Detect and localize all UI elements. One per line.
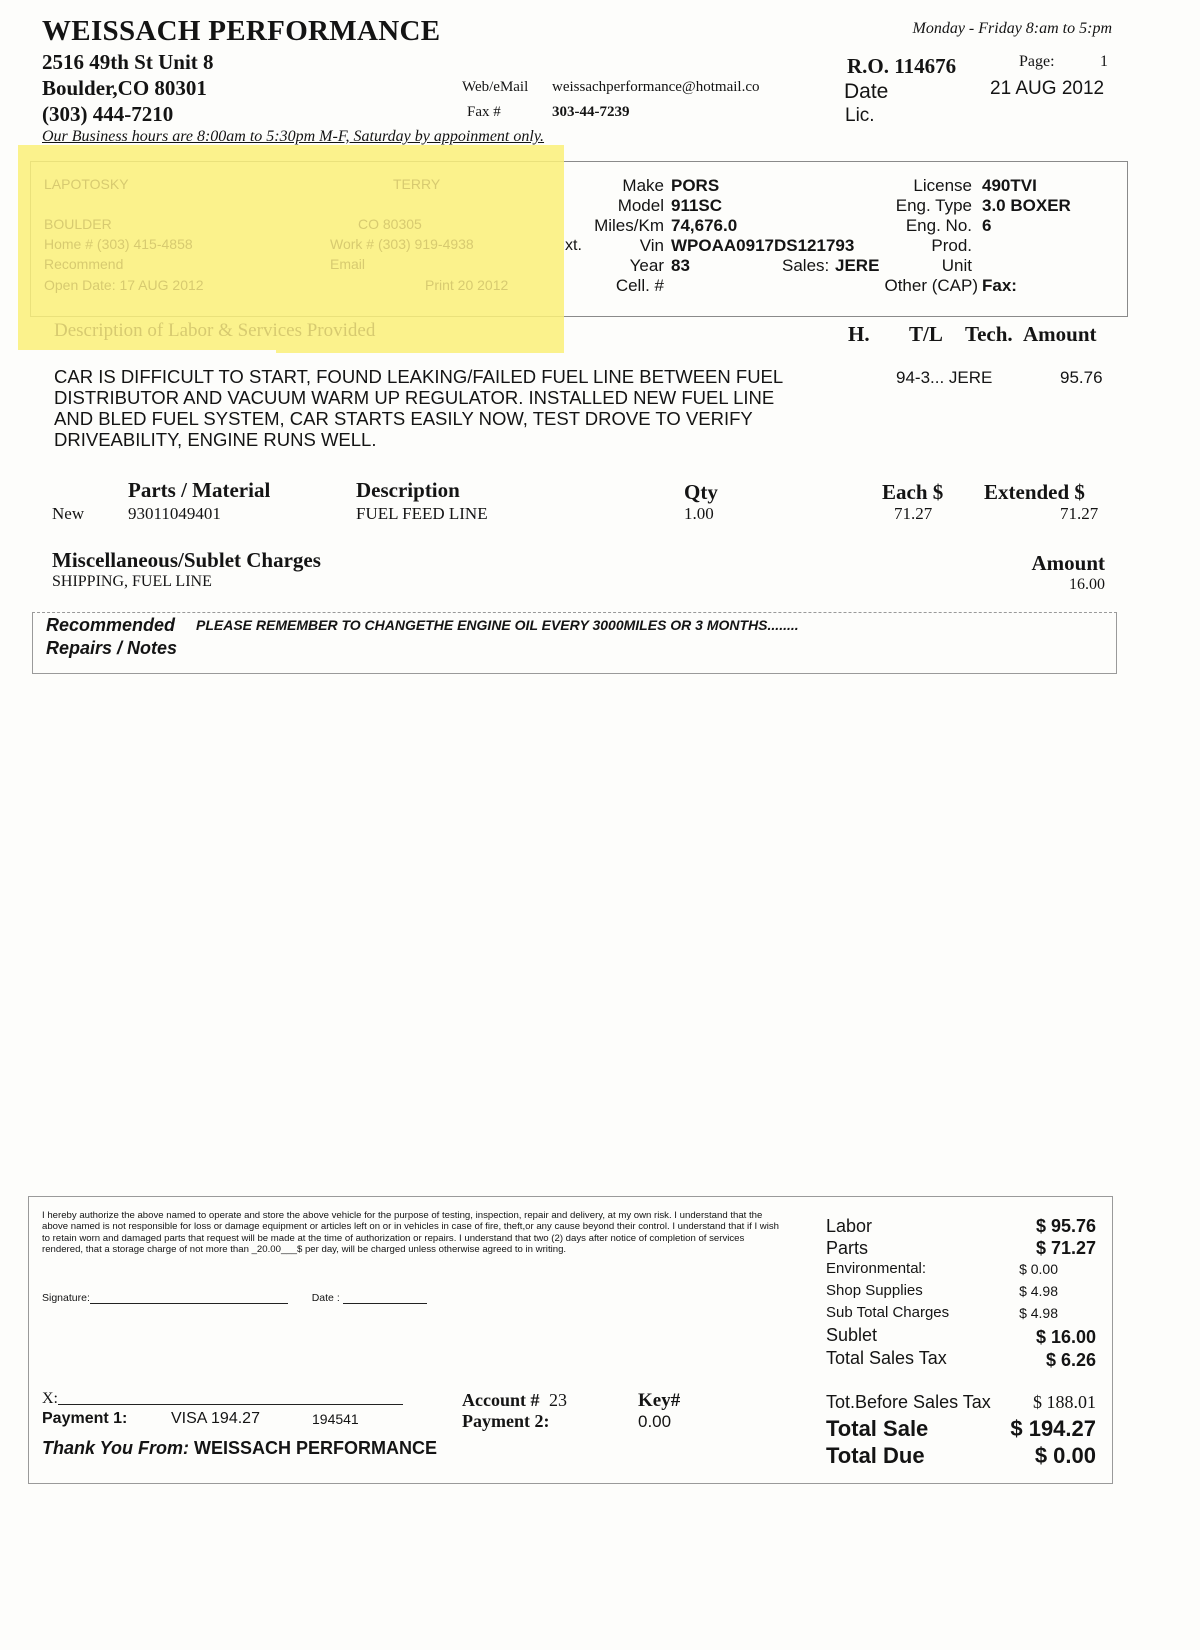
misc-amount: 16.00: [1069, 576, 1105, 593]
redacted-customer-first: TERRY: [393, 176, 441, 192]
ro-label: R.O.: [847, 54, 889, 78]
labor-amount: 95.76: [1060, 368, 1103, 387]
redacted-recommend: Recommend: [44, 256, 124, 272]
account-value: 23: [549, 1390, 567, 1410]
parts-header-each: Each $: [882, 480, 944, 504]
vehicle-fax-label: Fax:: [982, 276, 1017, 295]
key-value: 0.00: [638, 1412, 672, 1431]
ro-value: 114676: [894, 54, 957, 78]
vin-label: Vin: [639, 236, 664, 255]
web-email: weissachperformance@hotmail.co: [552, 79, 760, 95]
thank-you-name: WEISSACH PERFORMANCE: [194, 1438, 438, 1458]
year-value: 83: [671, 256, 690, 275]
model-label: Model: [617, 196, 664, 215]
date-value: 21 AUG 2012: [990, 78, 1105, 99]
date-label: Date: [844, 80, 889, 103]
redacted-home-phone: Home # (303) 415-4858: [44, 236, 193, 252]
misc-amount-heading: Amount: [1031, 551, 1105, 575]
redacted-city: BOULDER: [44, 216, 112, 232]
page-label: Page:: [1019, 53, 1055, 70]
misc-item: SHIPPING, FUEL LINE: [52, 573, 212, 590]
total-subtotal-label: Sub Total Charges: [826, 1304, 950, 1321]
shop-phone: (303) 444-7210: [42, 102, 174, 126]
signature-label: Signature:: [42, 1292, 90, 1304]
unit-label: Unit: [941, 256, 972, 275]
year-label: Year: [629, 256, 664, 275]
sales-value: JERE: [835, 256, 880, 275]
weekday-hours: Monday - Friday 8:am to 5:pm: [912, 20, 1112, 37]
labor-description: CAR IS DIFFICULT TO START, FOUND LEAKING/FAILED FUEL LINE BETWEEN FUEL DISTRIBUTOR AND VACUUM WARM UP REGULATOR. INSTALLED NEW FUEL LINE AND BLED FUEL SYSTEM, CAR STARTS EASILY NOW, TEST DROVE TO VERIFY DRIVEABILITY, ENGINE RUNS WELL.: [54, 366, 783, 450]
page-number: 1: [1100, 53, 1108, 70]
col-tl: T/L: [909, 322, 943, 346]
eng-type-value: 3.0 BOXER: [982, 196, 1071, 215]
redacted-print-date: Print 20 2012: [425, 277, 509, 293]
license-value: 490TVI: [982, 176, 1037, 195]
total-labor-label: Labor: [826, 1216, 873, 1236]
prod-label: Prod.: [931, 236, 972, 255]
x-signature-label: X:: [42, 1390, 58, 1407]
redacted-description-heading: Description of Labor & Services Provided: [54, 320, 376, 341]
payment1-value: VISA 194.27: [171, 1410, 260, 1427]
misc-heading: Miscellaneous/Sublet Charges: [52, 548, 321, 572]
license-label: License: [913, 176, 972, 195]
total-shop-value: $ 4.98: [1019, 1283, 1058, 1299]
eng-no-value: 6: [982, 216, 992, 235]
redacted-work: CO 80305: [358, 216, 422, 232]
eng-no-label: Eng. No.: [905, 216, 972, 235]
make-value: PORS: [671, 176, 720, 195]
before-tax-value: $ 188.01: [1033, 1392, 1096, 1412]
total-parts-label: Parts: [826, 1238, 869, 1258]
recommended-label: [46, 614, 177, 660]
total-env-value: $ 0.00: [1019, 1261, 1058, 1277]
redacted-ext: xt.: [565, 237, 582, 254]
total-sublet-label: Sublet: [826, 1325, 878, 1345]
total-sale-label: Total Sale: [826, 1416, 929, 1441]
account-label: Account #: [462, 1390, 540, 1410]
total-due-label: Total Due: [826, 1443, 925, 1468]
key-label: Key#: [638, 1390, 681, 1411]
total-subtotal-value: $ 4.98: [1019, 1305, 1058, 1321]
parts-header-qty: Qty: [684, 480, 718, 504]
redacted-email: Email: [330, 256, 366, 272]
thank-you-label: Thank You From:: [42, 1438, 190, 1458]
authorization-text: I hereby authorize the above named to operate and store the above vehicle for the purpose of testing, inspection, repair and delivery, at my own risk. I understand that the above named is not responsible for loss or damage equipment or articles left on or in vehicles in case of fire, theft,or any cause beyond their control. I understand that if I wish to retain worn and damaged parts that request will be made at the time of authorization or repairs. I understand that two (2) days after notice of completion of services rendered, that a storage charge of not more than _20.00___$ per day, will be charged unless otherwise agreed to in writing.: [42, 1210, 779, 1256]
redacted-work-phone: Work # (303) 919-4938: [330, 236, 474, 252]
parts-header-extended: Extended $: [984, 480, 1085, 504]
model-value: 911SC: [671, 196, 723, 215]
total-shop-label: Shop Supplies: [826, 1282, 923, 1299]
fax-label: Fax #: [467, 104, 501, 120]
thank-you-line: [42, 1438, 437, 1459]
eng-type-label: Eng. Type: [895, 196, 972, 215]
labor-tl-tech: 94-3... JERE: [896, 368, 993, 387]
part-qty: 1.00: [684, 504, 714, 523]
miles-value: 74,676.0: [671, 216, 738, 235]
total-parts-value: $ 71.27: [1035, 1238, 1096, 1258]
part-description: FUEL FEED LINE: [356, 504, 488, 523]
total-labor-value: $ 95.76: [1035, 1216, 1096, 1236]
vin-value: WPOAA0917DS121793: [671, 236, 855, 255]
web-label: Web/eMail: [462, 79, 529, 95]
shop-name: WEISSACH PERFORMANCE: [42, 15, 441, 47]
cell-label: Cell. #: [615, 276, 664, 295]
col-tech: Tech.: [965, 322, 1013, 346]
col-amount: Amount: [1023, 322, 1097, 346]
lic-label: Lic.: [845, 105, 875, 126]
make-label: Make: [622, 176, 664, 195]
parts-header-description: Description: [356, 478, 460, 502]
ro-number: [847, 54, 956, 79]
part-number: 93011049401: [128, 504, 221, 523]
recommended-text: PLEASE REMEMBER TO CHANGETHE ENGINE OIL EVERY 3000MILES OR 3 MONTHS........: [196, 617, 799, 633]
part-condition: New: [52, 504, 85, 523]
redacted-open-date: Open Date: 17 AUG 2012: [44, 277, 204, 293]
recommended-label-line2: Repairs / Notes: [46, 638, 178, 658]
x-signature-line: [58, 1404, 403, 1405]
total-due-value: $ 0.00: [1034, 1443, 1096, 1468]
total-sublet-value: $ 16.00: [1035, 1327, 1096, 1347]
recommended-label-line1: Recommended: [46, 615, 176, 635]
total-sale-value: $ 194.27: [1010, 1416, 1096, 1441]
part-each: 71.27: [894, 504, 933, 523]
redacted-customer-name: LAPOTOSKY: [44, 176, 129, 192]
parts-header-part: Parts / Material: [128, 478, 271, 502]
col-h: H.: [848, 322, 870, 346]
signature-date-label: Date :: [311, 1292, 340, 1304]
payment2-label: Payment 2:: [462, 1411, 550, 1431]
business-hours: Our Business hours are 8:00am to 5:30pm M-F, Saturday by appoinment only.: [42, 128, 545, 145]
signature-line: [90, 1303, 288, 1304]
sales-label: Sales:: [782, 256, 830, 275]
other-cap-label: Other (CAP): [884, 276, 978, 295]
total-tax-value: $ 6.26: [1045, 1350, 1096, 1370]
fax-number: 303-44-7239: [552, 104, 630, 120]
signature-row: [42, 1292, 427, 1304]
miles-label: Miles/Km: [594, 216, 664, 235]
total-tax-label: Total Sales Tax: [826, 1348, 947, 1368]
total-env-label: Environmental:: [826, 1260, 927, 1277]
shop-address-line1: 2516 49th St Unit 8: [42, 50, 214, 74]
shop-address-line2: Boulder,CO 80301: [42, 76, 207, 100]
before-tax-label: Tot.Before Sales Tax: [826, 1392, 991, 1412]
payment1-ref: 194541: [312, 1411, 359, 1427]
signature-date-line: [343, 1303, 427, 1304]
payment1-label: Payment 1:: [42, 1410, 128, 1427]
part-extended: 71.27: [1060, 504, 1099, 523]
